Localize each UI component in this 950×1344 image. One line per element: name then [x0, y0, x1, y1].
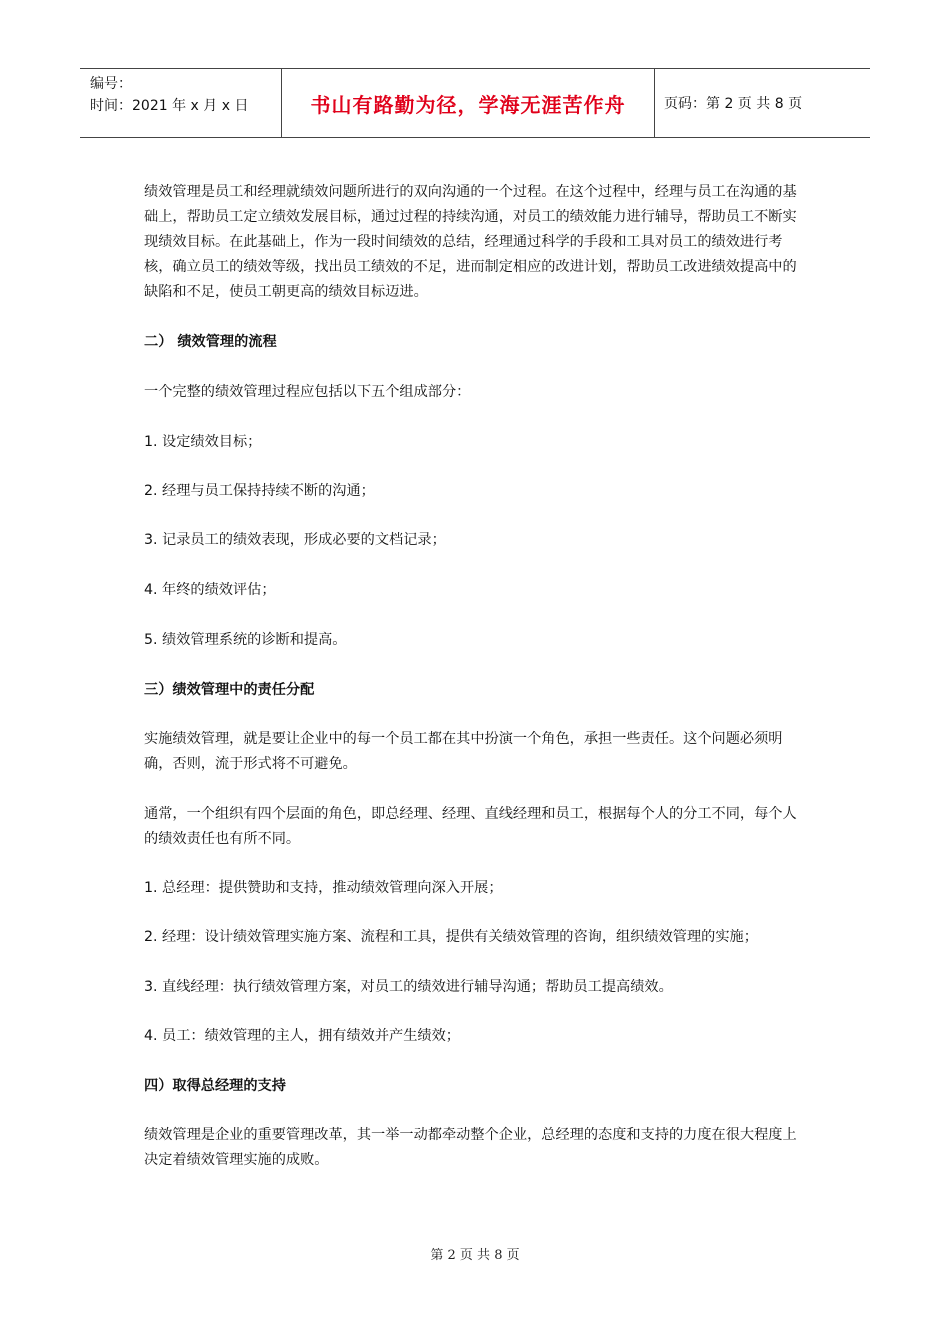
- page-header: [80, 68, 870, 138]
- footer-page-number: 第 2 页 共 8 页: [430, 1248, 520, 1263]
- list-item: 5. 绩效管理系统的诊断和提高。: [144, 632, 347, 648]
- section-heading-4: 四）取得总经理的支持: [144, 1078, 286, 1094]
- paragraph-support: 绩效管理是企业的重要管理改革，其一举一动都牵动整个企业，总经理的态度和支持的力度在很大程度上决定着绩效管理实施的成败。: [144, 1127, 797, 1168]
- list-item: 3. 记录员工的绩效表现，形成必要的文档记录；: [144, 532, 446, 548]
- header-motto-cell: [282, 69, 655, 137]
- list-item: 2. 经理：设计绩效管理实施方案、流程和工具，提供有关绩效管理的咨询，组织绩效管理的实施；: [144, 929, 758, 945]
- list-item: 1. 总经理：提供赞助和支持，推动绩效管理向深入开展；: [144, 880, 503, 896]
- motto: 书山有路勤为径，学海无涯苦作舟: [310, 92, 626, 117]
- page-info: 页码：第 2 页 共 8 页: [664, 96, 803, 112]
- section-heading-3: 三）绩效管理中的责任分配: [144, 682, 315, 698]
- number-label: 编号：: [90, 76, 132, 92]
- time-label: 时间：2021 年 x 月 x 日: [90, 98, 249, 114]
- paragraph-roles: 通常，一个组织有四个层面的角色，即总经理、经理、直线经理和员工，根据每个人的分工不同，每个人的绩效责任也有所不同。: [144, 806, 797, 847]
- list-item: 1. 设定绩效目标；: [144, 434, 262, 450]
- document-body: [144, 180, 808, 1173]
- header-meta: [80, 69, 282, 137]
- page-footer: [0, 1244, 950, 1263]
- paragraph-responsibility: 实施绩效管理，就是要让企业中的每一个员工都在其中扮演一个角色，承担一些责任。这个问题必须明确，否则，流于形式将不可避免。: [144, 731, 783, 772]
- paragraph-intro: 绩效管理是员工和经理就绩效问题所进行的双向沟通的一个过程。在这个过程中，经理与员工在沟通的基础上，帮助员工定立绩效发展目标，通过过程的持续沟通，对员工的绩效能力进行辅导，帮助员工不断实现绩效目标。在此基础上，作为一段时间绩效的总结，经理通过科学的手段和工具对员工的绩效进行考核，确立员工的绩效等级，找出员工绩效的不足，进而制定相应的改进计划，帮助员工改进绩效提高中的缺陷和不足，使员工朝更高的绩效目标迈进。: [144, 184, 797, 300]
- header-page-info: [655, 69, 870, 137]
- list-item: 4. 员工：绩效管理的主人，拥有绩效并产生绩效；: [144, 1028, 460, 1044]
- list-item: 2. 经理与员工保持持续不断的沟通；: [144, 483, 375, 499]
- paragraph-process-intro: 一个完整的绩效管理过程应包括以下五个组成部分：: [144, 384, 471, 400]
- list-item: 3. 直线经理：执行绩效管理方案，对员工的绩效进行辅导沟通；帮助员工提高绩效。: [144, 979, 673, 995]
- list-item: 4. 年终的绩效评估；: [144, 582, 276, 598]
- section-heading-2: 二） 绩效管理的流程: [144, 334, 277, 350]
